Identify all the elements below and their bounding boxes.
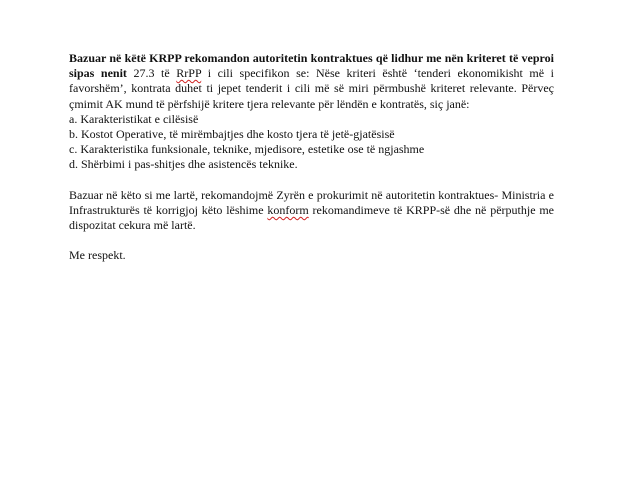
paragraph-spacer	[69, 173, 554, 188]
recommendation-paragraph	[69, 51, 554, 112]
konform-spellcheck-word: konform	[267, 202, 309, 217]
criteria-item-c: c. Karakteristika funksionale, teknike, mjedisore, estetike ose të ngjashme	[69, 142, 425, 157]
criteria-item-a: a. Karakteristikat e cilësisë	[69, 111, 199, 126]
bold-intro-text: Bazuar në këtë KRPP rekomandon autoritetin kontraktues që lidhur me nën kriteret të veproi sipas nenit	[69, 51, 554, 81]
rrpp-spellcheck-word: RrPP	[176, 66, 202, 81]
conclusion-text-end: rekomandimeve të KRPP-së dhe në përputhje me dispozitat cekura më lartë.	[69, 202, 554, 233]
conclusion-paragraph	[69, 188, 554, 234]
criteria-item-b: b. Kostot Operative, të mirëmbajtjes dhe kosto tjera të jetë-gjatësisë	[69, 127, 395, 142]
criteria-item-d: d. Shërbimi i pas-shitjes dhe asistencës teknike.	[69, 157, 298, 172]
closing-line: Me respekt.	[69, 248, 126, 263]
paragraph-spacer	[69, 233, 554, 248]
article-reference-text: 27.3 të	[126, 66, 177, 81]
document-body	[69, 51, 554, 263]
criteria-explanation-text: i cili specifikon se: Nëse kriteri është ‘tenderi ekonomikisht më i favorshëm’, kontrata duhet ti jepet tenderit i cili më së miri përmbushë kriteret relevante. Përveç çmimit AK mund të përfshijë kritere tjera relevante për lëndën e kontratës, siç janë:	[69, 66, 554, 111]
criteria-list	[69, 112, 554, 173]
conclusion-text-start: Bazuar në këto si me lartë, rekomandojmë Zyrën e prokurimit në autoritetin kontraktues- Ministria e Infrastrukturës të korrigjoj këto lëshime	[69, 187, 554, 217]
